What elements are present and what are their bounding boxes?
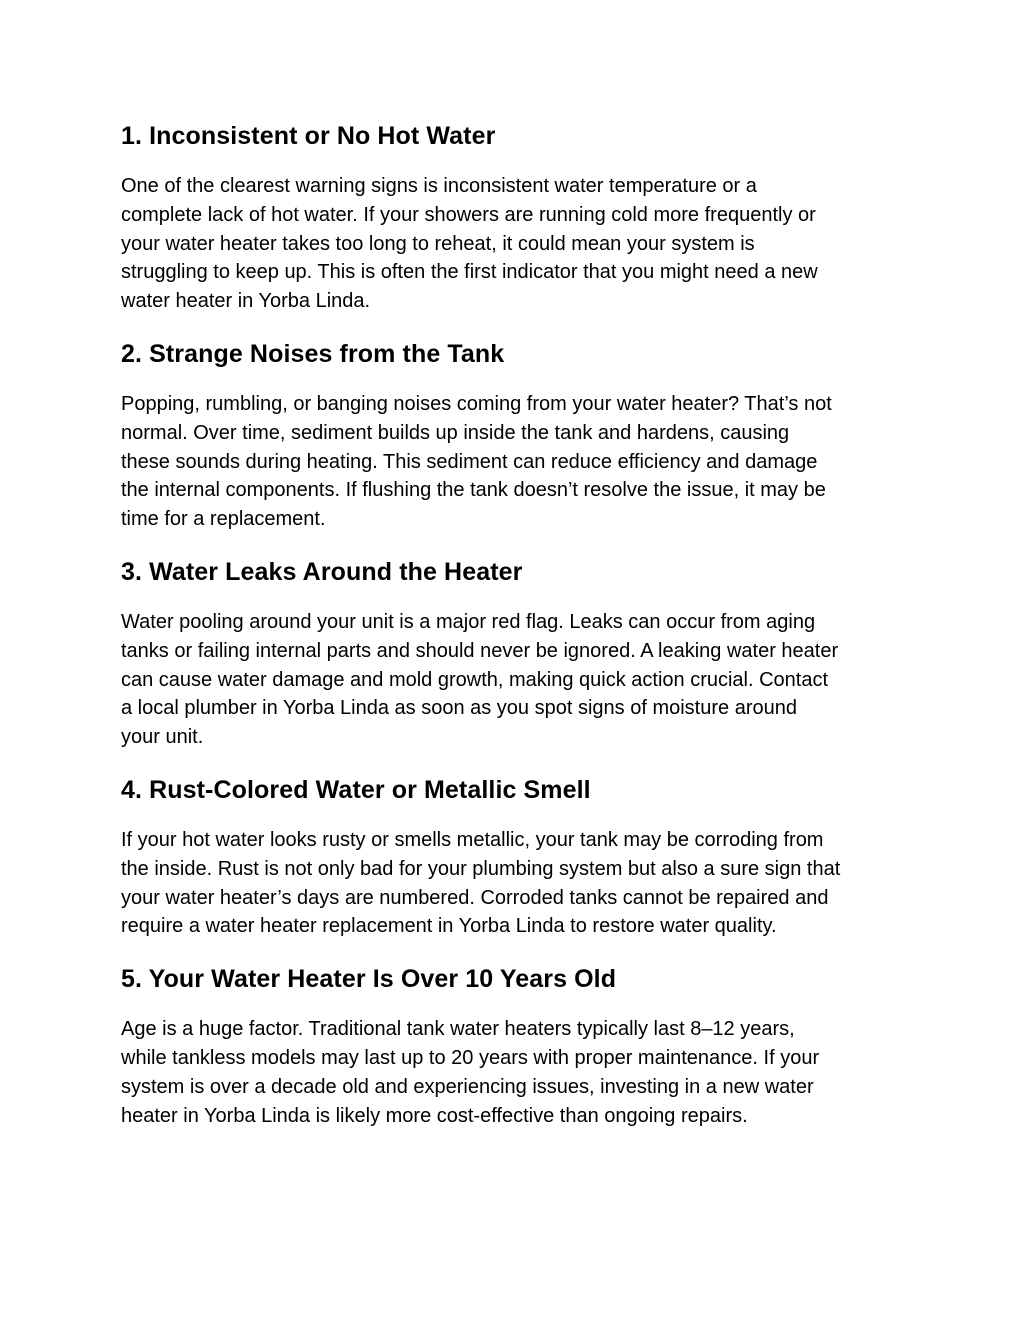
section-rust-colored-water xyxy=(121,772,911,941)
paragraph-line: If your hot water looks rusty or smells metallic, your tank may be corroding from xyxy=(121,828,824,851)
paragraph-line: water heater in Yorba Linda. xyxy=(121,290,371,313)
paragraph-line: Water pooling around your unit is a major red flag. Leaks can occur from aging xyxy=(121,610,816,633)
paragraph-line: complete lack of hot water. If your showers are running cold more frequently or xyxy=(121,203,816,226)
section-heading: 3. Water Leaks Around the Heater xyxy=(121,557,523,586)
section-heading: 2. Strange Noises from the Tank xyxy=(121,339,505,368)
paragraph-line: a local plumber in Yorba Linda as soon as you spot signs of moisture around xyxy=(121,697,797,720)
paragraph-line: normal. Over time, sediment builds up inside the tank and hardens, causing xyxy=(121,421,790,444)
paragraph-line: One of the clearest warning signs is inconsistent water temperature or a xyxy=(121,175,757,197)
section-paragraph xyxy=(121,608,911,752)
paragraph-line: heater in Yorba Linda is likely more cost-effective than ongoing repairs. xyxy=(121,1104,748,1127)
section-paragraph xyxy=(121,1015,911,1130)
section-inconsistent-hot-water xyxy=(121,118,911,316)
paragraph-line: can cause water damage and mold growth, making quick action crucial. Contact xyxy=(121,668,829,691)
section-paragraph xyxy=(121,172,911,316)
section-paragraph xyxy=(121,826,911,941)
paragraph-line: time for a replacement. xyxy=(121,508,326,531)
paragraph-line: the inside. Rust is not only bad for your plumbing system but also a sure sign that xyxy=(121,857,841,880)
section-heading: 5. Your Water Heater Is Over 10 Years Old xyxy=(121,965,617,994)
document-content xyxy=(121,118,911,1150)
paragraph-line: system is over a decade old and experiencing issues, investing in a new water xyxy=(121,1075,814,1098)
paragraph-line: struggling to keep up. This is often the first indicator that you might need a new xyxy=(121,261,818,284)
paragraph-line: require a water heater replacement in Yorba Linda to restore water quality. xyxy=(121,915,777,938)
paragraph-line: these sounds during heating. This sediment can reduce efficiency and damage xyxy=(121,450,818,473)
section-heading: 4. Rust-Colored Water or Metallic Smell xyxy=(121,775,591,804)
paragraph-line: Popping, rumbling, or banging noises coming from your water heater? That’s not xyxy=(121,392,832,415)
paragraph-line: your water heater takes too long to reheat, it could mean your system is xyxy=(121,232,755,255)
paragraph-line: your unit. xyxy=(121,726,204,749)
paragraph-line: Age is a huge factor. Traditional tank water heaters typically last 8–12 years, xyxy=(121,1018,795,1041)
paragraph-line: while tankless models may last up to 20 years with proper maintenance. If your xyxy=(121,1046,820,1069)
paragraph-line: the internal components. If flushing the tank doesn’t resolve the issue, it may be xyxy=(121,479,826,502)
paragraph-line: your water heater’s days are numbered. Corroded tanks cannot be repaired and xyxy=(121,886,829,909)
paragraph-line: tanks or failing internal parts and should never be ignored. A leaking water heater xyxy=(121,639,839,662)
section-strange-noises xyxy=(121,336,911,534)
section-paragraph xyxy=(121,390,911,534)
section-heater-age xyxy=(121,961,911,1130)
section-water-leaks xyxy=(121,554,911,752)
section-heading: 1. Inconsistent or No Hot Water xyxy=(121,122,496,150)
